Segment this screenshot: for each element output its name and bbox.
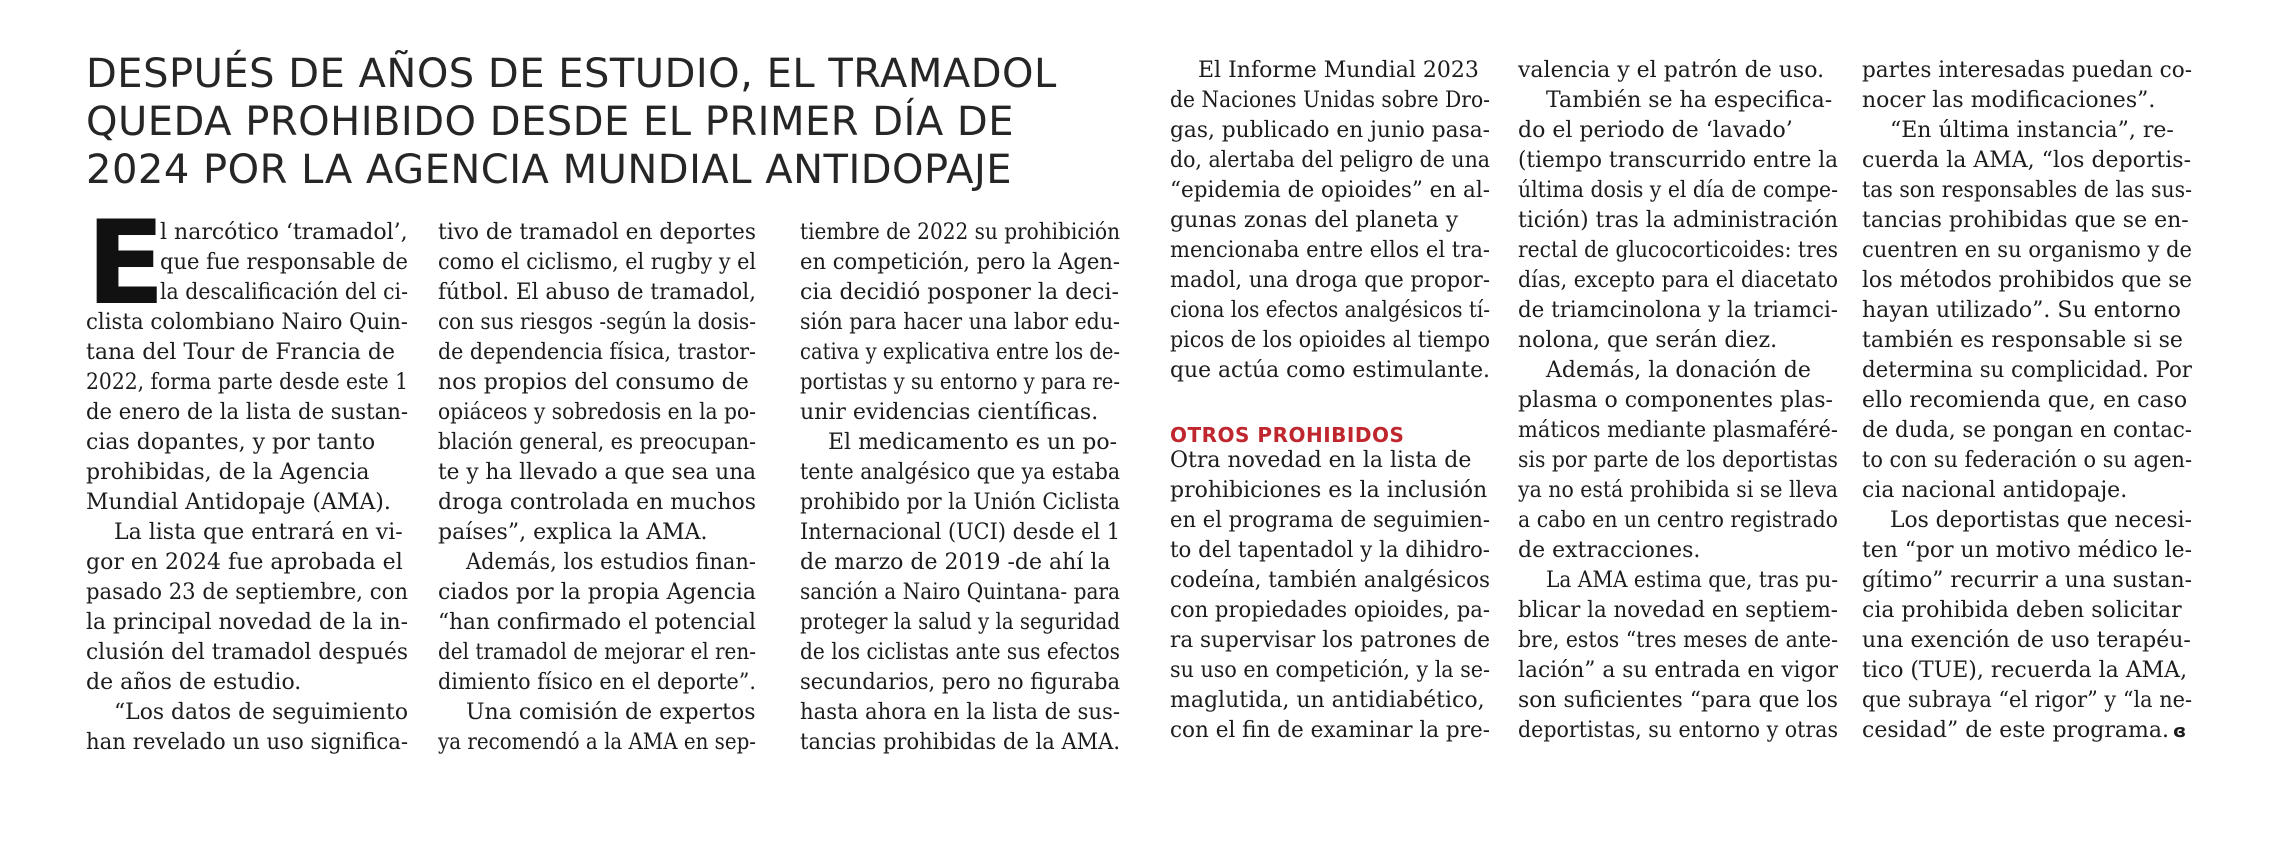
- text-line: “han confirmado el potencial: [438, 610, 756, 635]
- text-line: El Informe Mundial 2023: [1198, 58, 1479, 83]
- text-line: en competición, pero la Agen-: [800, 250, 1120, 275]
- text-line: los métodos prohibidos que se: [1862, 268, 2192, 293]
- text-line: madol, una droga que propor-: [1170, 268, 1490, 293]
- text-line: El medicamento es un po-: [828, 430, 1118, 455]
- text-line: que fue responsable de: [160, 250, 408, 275]
- text-line: gítimo” recurrir a una sustan-: [1862, 568, 2192, 593]
- text-line: l narcótico ‘tramadol’,: [160, 220, 408, 245]
- text-line: Además, la donación de: [1546, 358, 1811, 383]
- text-line: de dependencia física, trastor-: [438, 340, 756, 365]
- text-line: Otra novedad en la lista de: [1170, 448, 1472, 473]
- text-line: sis por parte de los deportistas: [1518, 448, 1838, 473]
- headline-line: QUEDA PROHIBIDO DESDE EL PRIMER DÍA DE: [86, 99, 1015, 145]
- text-line: te y ha llevado a que sea una: [438, 460, 756, 485]
- text-line: Una comisión de expertos: [466, 700, 756, 725]
- text-line: tico (TUE), recuerda la AMA,: [1862, 658, 2188, 683]
- text-line: máticos mediante plasmaféré-: [1518, 418, 1838, 443]
- article-column-4: [1170, 56, 1490, 746]
- text-line: la principal novedad de la in-: [86, 610, 408, 635]
- section-subhead: OTROS PROHIBIDOS: [1170, 423, 1405, 447]
- article-column-2: [438, 218, 756, 758]
- text-line: han revelado un uso significa-: [86, 730, 408, 755]
- text-line: plasma o componentes plas-: [1518, 388, 1833, 413]
- text-line: deportistas, su entorno y otras: [1518, 718, 1838, 743]
- text-line: con el fin de examinar la pre-: [1170, 718, 1490, 743]
- text-line: países”, explica la AMA.: [438, 520, 708, 545]
- text-line: clista colombiano Nairo Quin-: [86, 310, 408, 335]
- text-line: 2022, forma parte desde este 1: [86, 370, 408, 395]
- text-line: do, alertaba del peligro de una: [1170, 148, 1490, 173]
- text-line: una exención de uso terapéu-: [1862, 628, 2191, 653]
- text-line: nolona, que serán diez.: [1518, 328, 1778, 353]
- text-line: rectal de glucocorticoides: tres: [1518, 238, 1838, 263]
- text-line: días, excepto para el diacetato: [1518, 268, 1838, 293]
- text-line: tancias prohibidas de la AMA.: [800, 730, 1120, 755]
- text-line: de enero de la lista de sustan-: [86, 400, 408, 425]
- text-line: de marzo de 2019 -de ahí la: [800, 550, 1111, 575]
- text-line: clusión del tramadol después: [86, 640, 408, 665]
- text-line: prohibidas, de la Agencia: [86, 460, 370, 485]
- text-line: determina su complicidad. Por: [1862, 358, 2192, 383]
- text-line: Los deportistas que necesi-: [1890, 508, 2192, 533]
- text-line: “Los datos de seguimiento: [114, 700, 408, 725]
- text-line: última dosis y el día de compe-: [1518, 178, 1838, 203]
- text-line: de triamcinolona y la triamci-: [1518, 298, 1838, 323]
- headline-line: DESPUÉS DE AÑOS DE ESTUDIO, EL TRAMADOL: [86, 51, 1057, 97]
- text-line: cativa y explicativa entre los de-: [800, 340, 1120, 365]
- text-line: prohibiciones es la inclusión: [1170, 478, 1488, 503]
- text-line: hasta ahora en la lista de sus-: [800, 700, 1120, 725]
- text-line: tente analgésico que ya estaba: [800, 460, 1120, 485]
- text-line: ten “por un motivo médico le-: [1862, 538, 2192, 563]
- article-column-5: [1518, 56, 1838, 746]
- text-line: ciona los efectos analgésicos tí-: [1170, 298, 1490, 323]
- text-line: tas son responsables de las sus-: [1862, 178, 2192, 203]
- text-line: lación” a su entrada en vigor: [1518, 658, 1838, 683]
- text-line: partes interesadas puedan co-: [1862, 58, 2192, 83]
- article-headline: [86, 50, 1186, 194]
- text-line: do el periodo de ‘lavado’: [1518, 118, 1793, 143]
- text-line: Mundial Antidopaje (AMA).: [86, 490, 391, 515]
- text-line: de años de estudio.: [86, 670, 302, 695]
- text-line: con propiedades opioides, pa-: [1170, 598, 1490, 623]
- text-line: prohibido por la Unión Ciclista: [800, 490, 1120, 515]
- text-line: nos propios del consumo de: [438, 370, 749, 395]
- article-column-3: [800, 218, 1120, 758]
- text-line: tiembre de 2022 su prohibición: [800, 220, 1120, 245]
- text-line: de duda, se pongan en contac-: [1862, 418, 2192, 443]
- text-line: nocer las modificaciones”.: [1862, 88, 2156, 113]
- text-line: La lista que entrará en vi-: [114, 520, 403, 545]
- headline-line: 2024 POR LA AGENCIA MUNDIAL ANTIDOPAJE: [86, 147, 1013, 193]
- drop-cap: E: [86, 196, 166, 331]
- text-line: “En última instancia”, re-: [1890, 118, 2174, 143]
- text-line: También se ha especifica-: [1546, 88, 1833, 113]
- text-line: cias dopantes, y por tanto: [86, 430, 376, 455]
- text-line: portistas y su entorno y para re-: [800, 370, 1120, 395]
- text-line-last: [1862, 716, 2192, 746]
- text-line: sanción a Nairo Quintana- para: [800, 580, 1120, 605]
- text-line: mencionaba entre ellos el tra-: [1170, 238, 1490, 263]
- text-line: Internacional (UCI) desde el 1: [800, 520, 1120, 545]
- text-line: son suficientes “para que los: [1518, 688, 1838, 713]
- text-line: ra supervisar los patrones de: [1170, 628, 1490, 653]
- text-line: cia decidió posponer la deci-: [800, 280, 1119, 305]
- text-line: tana del Tour de Francia de: [86, 340, 395, 365]
- text-line: unir evidencias científicas.: [800, 400, 1099, 425]
- text-line: su uso en competición, y la se-: [1170, 658, 1490, 683]
- text-line: tancias prohibidas que se en-: [1862, 208, 2189, 233]
- text-line: de extracciones.: [1518, 538, 1701, 563]
- spacer: [1170, 386, 1490, 416]
- text-line: valencia y el patrón de uso.: [1518, 58, 1825, 83]
- text-line: a cabo en un centro registrado: [1518, 508, 1838, 533]
- text-line: sión para hacer una labor edu-: [800, 310, 1120, 335]
- text-line: opiáceos y sobredosis en la po-: [438, 400, 756, 425]
- text-line: también es responsable si se: [1862, 328, 2183, 353]
- text-line: ya recomendó a la AMA en sep-: [438, 730, 756, 755]
- text-line: la descalificación del ci-: [160, 280, 408, 305]
- text-line: cia prohibida deben solicitar: [1862, 598, 2182, 623]
- article-column-1: [86, 196, 408, 758]
- text-line: tición) tras la administración: [1518, 208, 1838, 233]
- text-line: cuerda la AMA, “los deportis-: [1862, 148, 2192, 173]
- text-line: Además, los estudios finan-: [466, 550, 756, 575]
- text-line: ello recomienda que, en caso: [1862, 388, 2188, 413]
- text-line: to con su federación o su agen-: [1862, 448, 2192, 473]
- text-line: proteger la salud y la seguridad: [800, 610, 1120, 635]
- text-line: en el programa de seguimien-: [1170, 508, 1490, 533]
- text-line: (tiempo transcurrido entre la: [1518, 148, 1838, 173]
- text-line: pasado 23 de septiembre, con: [86, 580, 408, 605]
- text-line: gor en 2024 fue aprobada el: [86, 550, 403, 575]
- text-line: blicar la novedad en septiem-: [1518, 598, 1838, 623]
- text-line: gas, publicado en junio pasa-: [1170, 118, 1490, 143]
- text-line: que subraya “el rigor” y “la ne-: [1862, 688, 2192, 713]
- text-line: droga controlada en muchos: [438, 490, 756, 515]
- article-column-6: [1862, 56, 2192, 746]
- text-line: como el ciclismo, el rugby y el: [438, 250, 756, 275]
- text-line: La AMA estima que, tras pu-: [1546, 568, 1838, 593]
- text-line: de Naciones Unidas sobre Dro-: [1170, 88, 1490, 113]
- text-line: picos de los opioides al tiempo: [1170, 328, 1490, 353]
- text-line: que actúa como estimulante.: [1170, 358, 1490, 383]
- text-line: con sus riesgos -según la dosis-: [438, 310, 756, 335]
- text-line: maglutida, un antidiabético,: [1170, 688, 1485, 713]
- text-line: cuentren en su organismo y de: [1862, 238, 2192, 263]
- text-line: ciados por la propia Agencia: [438, 580, 756, 605]
- text-line: cia nacional antidopaje.: [1862, 478, 2128, 503]
- article-end-mark: ɞ: [2172, 721, 2187, 742]
- text-line: del tramadol de mejorar el ren-: [438, 640, 756, 665]
- text-line: fútbol. El abuso de tramadol,: [438, 280, 756, 305]
- text-line: codeína, también analgésicos: [1170, 568, 1490, 593]
- text-line: to del tapentadol y la dihidro-: [1170, 538, 1490, 563]
- text-line: bre, estos “tres meses de ante-: [1518, 628, 1838, 653]
- text-line: secundarios, pero no figuraba: [800, 670, 1120, 695]
- text-line: blación general, es preocupan-: [438, 430, 756, 455]
- text-line: tivo de tramadol en deportes: [438, 220, 756, 245]
- text-line: de los ciclistas ante sus efectos: [800, 640, 1120, 665]
- text-line: dimiento físico en el deporte”.: [438, 670, 756, 695]
- text-line: gunas zonas del planeta y: [1170, 208, 1459, 233]
- text-line: “epidemia de opioides” en al-: [1170, 178, 1490, 203]
- text-fragment: cesidad” de este programa.: [1862, 718, 2169, 743]
- text-line: ya no está prohibida si se lleva: [1518, 478, 1838, 503]
- text-line: hayan utilizado”. Su entorno: [1862, 298, 2181, 323]
